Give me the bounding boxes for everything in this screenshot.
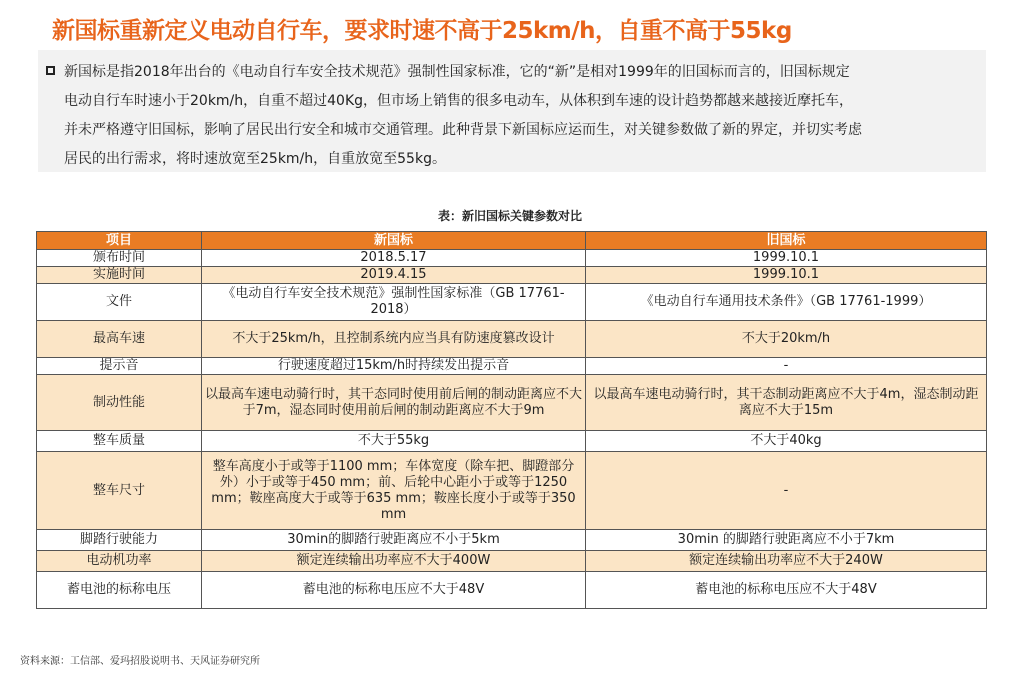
table-row <box>37 250 987 267</box>
table-row <box>37 572 987 609</box>
row-old-value: - <box>586 358 987 375</box>
row-item: 整车尺寸 <box>37 452 202 530</box>
row-item: 整车质量 <box>37 431 202 452</box>
row-old-value: 不大于40kg <box>586 431 987 452</box>
summary-box <box>38 50 986 172</box>
row-new-value: 30min的脚踏行驶距离应不小于5km <box>202 530 586 551</box>
row-old-value: 《电动自行车通用技术条件》（GB 17761-1999） <box>586 284 987 321</box>
row-new-value: 2018.5.17 <box>202 250 586 267</box>
row-new-value: 不大于25km/h，且控制系统内应当具有防速度篡改设计 <box>202 321 586 358</box>
summary-line: 电动自行车时速小于20km/h，自重不超过40Kg，但市场上销售的很多电动车，从体积到车速的设计趋势都越来越接近摩托车， <box>64 93 854 109</box>
table-row <box>37 452 987 530</box>
row-new-value: 额定连续输出功率应不大于400W <box>202 551 586 572</box>
table-row <box>37 267 987 284</box>
row-item: 实施时间 <box>37 267 202 284</box>
table-row <box>37 375 987 431</box>
row-old-value: - <box>586 452 987 530</box>
row-item: 文件 <box>37 284 202 321</box>
source-note: 资料来源：工信部、爱玛招股说明书、天风证券研究所 <box>20 656 260 667</box>
row-new-value: 蓄电池的标称电压应不大于48V <box>202 572 586 609</box>
row-new-value: 2019.4.15 <box>202 267 586 284</box>
page-title: 新国标重新定义电动自行车，要求时速不高于25km/h，自重不高于55kg <box>52 18 792 44</box>
comparison-table <box>36 231 987 609</box>
table-row <box>37 551 987 572</box>
row-item: 脚踏行驶能力 <box>37 530 202 551</box>
row-old-value: 额定连续输出功率应不大于240W <box>586 551 987 572</box>
row-item: 制动性能 <box>37 375 202 431</box>
table-row <box>37 431 987 452</box>
table-row <box>37 321 987 358</box>
header-old-standard: 旧国标 <box>586 232 987 250</box>
row-old-value: 30min 的脚踏行驶距离应不小于7km <box>586 530 987 551</box>
table-row <box>37 284 987 321</box>
summary-line: 居民的出行需求，将时速放宽至25km/h，自重放宽至55kg。 <box>64 151 446 167</box>
row-new-value: 行驶速度超过15km/h时持续发出提示音 <box>202 358 586 375</box>
row-new-value: 整车高度小于或等于1100 mm；车体宽度（除车把、脚蹬部分外）小于或等于450 mm；前、后轮中心距小于或等于1250 mm；鞍座高度大于或等于635 mm；鞍座长度小于或等于350 mm <box>202 452 586 530</box>
table-row <box>37 530 987 551</box>
row-old-value: 1999.10.1 <box>586 267 987 284</box>
row-item: 最高车速 <box>37 321 202 358</box>
table-row <box>37 358 987 375</box>
summary-line: 新国标是指2018年出台的《电动自行车安全技术规范》强制性国家标准，它的“新”是相对1999年的旧国标而言的，旧国标规定 <box>64 64 850 80</box>
row-old-value: 不大于20km/h <box>586 321 987 358</box>
row-old-value: 蓄电池的标称电压应不大于48V <box>586 572 987 609</box>
row-item: 蓄电池的标称电压 <box>37 572 202 609</box>
summary-line: 并未严格遵守旧国标，影响了居民出行安全和城市交通管理。此种背景下新国标应运而生，对关键参数做了新的界定，并切实考虑 <box>64 122 862 138</box>
row-old-value: 以最高车速电动骑行时，其干态制动距离应不大于4m，湿态制动距离应不大于15m <box>586 375 987 431</box>
row-item: 颁布时间 <box>37 250 202 267</box>
row-old-value: 1999.10.1 <box>586 250 987 267</box>
header-new-standard: 新国标 <box>202 232 586 250</box>
row-new-value: 《电动自行车安全技术规范》强制性国家标准（GB 17761-2018） <box>202 284 586 321</box>
table-caption: 表：新旧国标关键参数对比 <box>437 209 582 223</box>
row-new-value: 不大于55kg <box>202 431 586 452</box>
header-item: 项目 <box>37 232 202 250</box>
row-item: 电动机功率 <box>37 551 202 572</box>
table-header-row <box>37 232 987 250</box>
square-bullet-icon <box>46 66 55 75</box>
row-new-value: 以最高车速电动骑行时，其干态同时使用前后闸的制动距离应不大于7m，湿态同时使用前后闸的制动距离应不大于9m <box>202 375 586 431</box>
row-item: 提示音 <box>37 358 202 375</box>
